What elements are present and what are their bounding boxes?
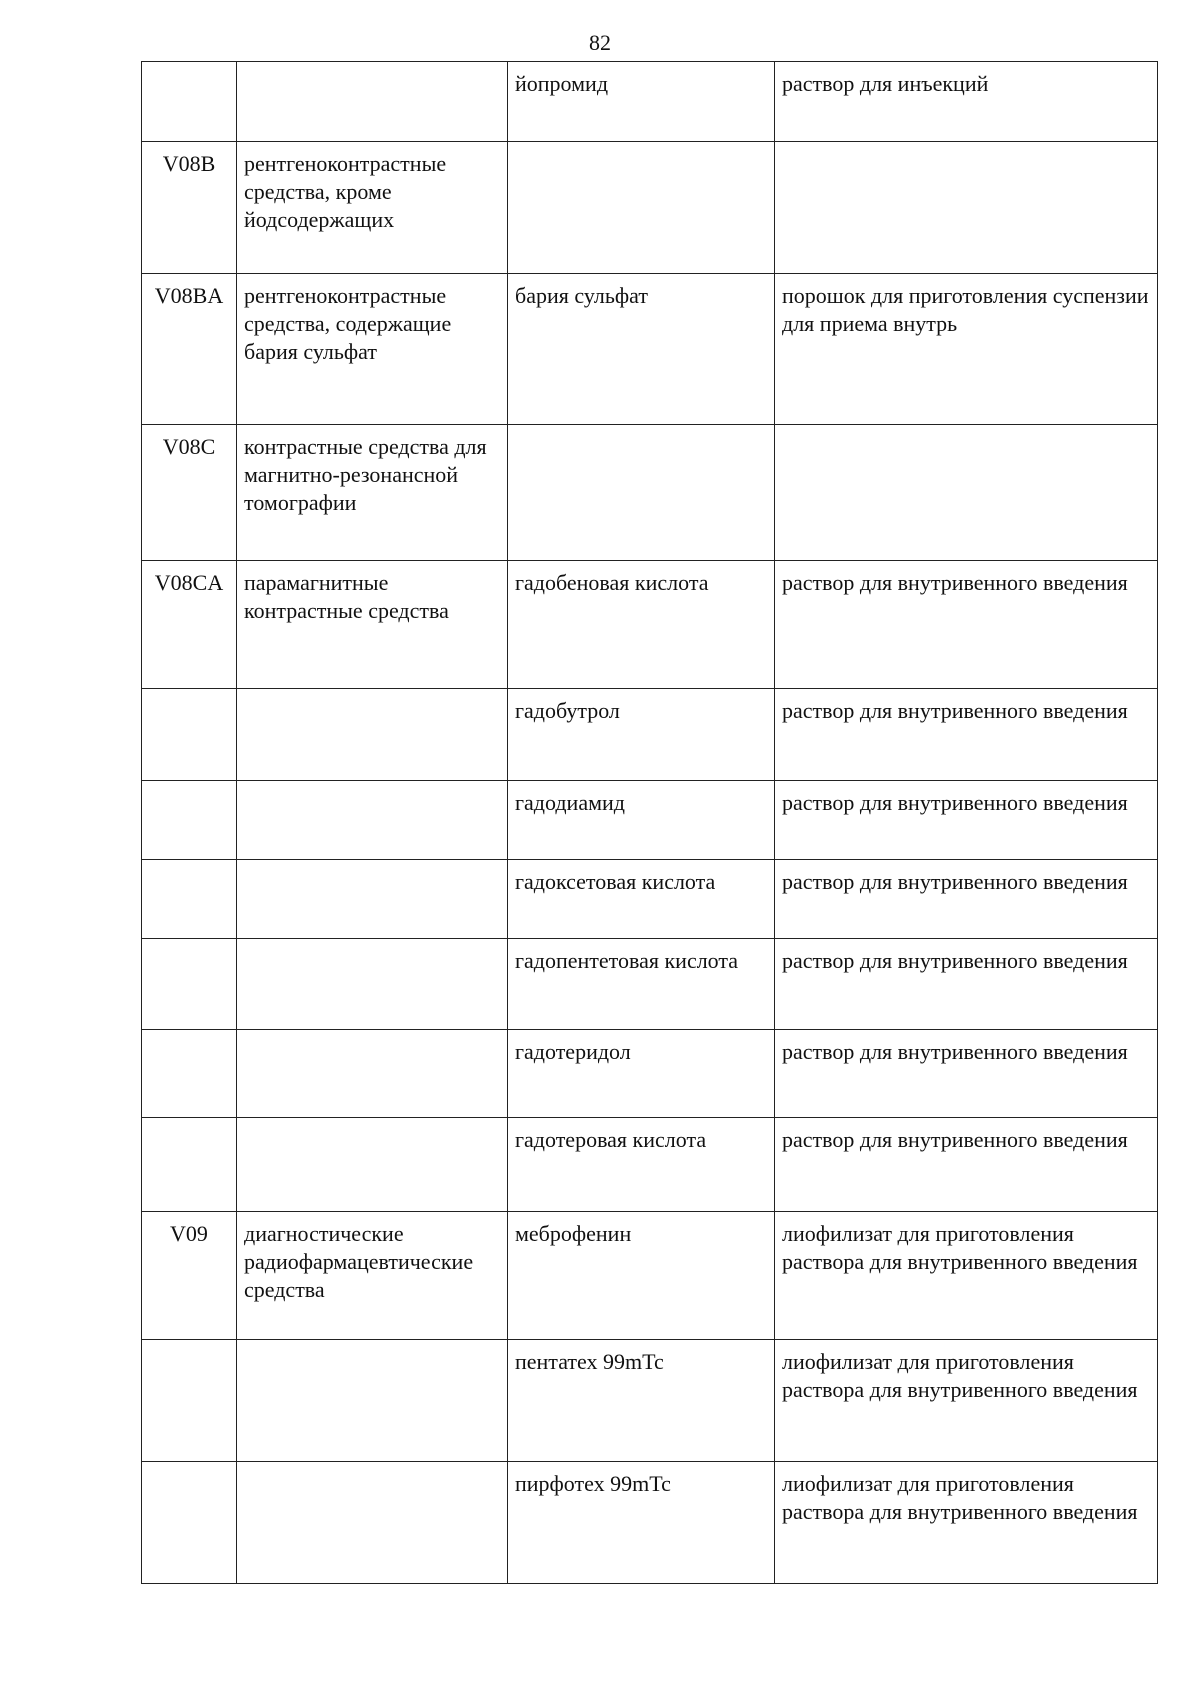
atc-code	[142, 1462, 237, 1584]
pharmacological-group	[237, 689, 508, 781]
table-row	[142, 425, 1158, 561]
dosage-form: раствор для внутривенного введения	[775, 860, 1158, 939]
pharmacological-group	[237, 939, 508, 1030]
substance-name: гадотеридол	[508, 1030, 775, 1118]
dosage-form: раствор для внутривенного введения	[775, 1030, 1158, 1118]
table-row	[142, 1118, 1158, 1212]
pharmacological-group	[237, 1340, 508, 1462]
substance-name: гадоксетовая кислота	[508, 860, 775, 939]
substance-name: бария сульфат	[508, 274, 775, 425]
atc-code	[142, 689, 237, 781]
substance-name: гадобеновая кислота	[508, 561, 775, 689]
dosage-form: раствор для внутривенного введения	[775, 939, 1158, 1030]
table-row	[142, 1030, 1158, 1118]
dosage-form: лиофилизат для приготовления раствора для внутривенного введения	[775, 1462, 1158, 1584]
atc-code	[142, 1340, 237, 1462]
table-row	[142, 939, 1158, 1030]
pharmacological-group	[237, 1462, 508, 1584]
atc-code: V08CA	[142, 561, 237, 689]
table-row	[142, 689, 1158, 781]
dosage-form: лиофилизат для приготовления раствора для внутривенного введения	[775, 1212, 1158, 1340]
pharmacological-group: контрастные средства для магнитно-резонансной томографии	[237, 425, 508, 561]
atc-code	[142, 781, 237, 860]
substance-name: гадодиамид	[508, 781, 775, 860]
atc-code	[142, 939, 237, 1030]
substance-name	[508, 425, 775, 561]
atc-code: V08BA	[142, 274, 237, 425]
substance-name	[508, 142, 775, 274]
table-row	[142, 561, 1158, 689]
table-row	[142, 274, 1158, 425]
pharmacological-group	[237, 62, 508, 142]
table-row	[142, 1340, 1158, 1462]
dosage-form: раствор для внутривенного введения	[775, 561, 1158, 689]
dosage-form: раствор для внутривенного введения	[775, 689, 1158, 781]
pharmacological-group	[237, 1030, 508, 1118]
atc-code	[142, 62, 237, 142]
pharmacological-group: диагностические радиофармацевтические средства	[237, 1212, 508, 1340]
dosage-form	[775, 142, 1158, 274]
atc-code: V09	[142, 1212, 237, 1340]
pharmacological-group	[237, 781, 508, 860]
atc-code: V08C	[142, 425, 237, 561]
dosage-form: раствор для внутривенного введения	[775, 781, 1158, 860]
dosage-form: раствор для инъекций	[775, 62, 1158, 142]
dosage-form: лиофилизат для приготовления раствора для внутривенного введения	[775, 1340, 1158, 1462]
dosage-form: раствор для внутривенного введения	[775, 1118, 1158, 1212]
atc-code	[142, 1118, 237, 1212]
page-number: 82	[589, 30, 611, 55]
pharmacological-group	[237, 860, 508, 939]
substance-name: пирфотех 99mTc	[508, 1462, 775, 1584]
substance-name: пентатех 99mTc	[508, 1340, 775, 1462]
substance-name: гадопентетовая кислота	[508, 939, 775, 1030]
substance-name: гадобутрол	[508, 689, 775, 781]
pharmacological-group: рентгеноконтрастные средства, содержащие бария сульфат	[237, 274, 508, 425]
dosage-form	[775, 425, 1158, 561]
pharmacological-group: рентгеноконтрастные средства, кроме йодсодержащих	[237, 142, 508, 274]
table-row	[142, 1212, 1158, 1340]
table-row	[142, 860, 1158, 939]
substance-name: йопромид	[508, 62, 775, 142]
substance-name: гадотеровая кислота	[508, 1118, 775, 1212]
atc-code	[142, 860, 237, 939]
drug-table	[141, 61, 1158, 1584]
atc-code	[142, 1030, 237, 1118]
dosage-form: порошок для приготовления суспензии для приема внутрь	[775, 274, 1158, 425]
table-row	[142, 62, 1158, 142]
pharmacological-group: парамагнитные контрастные средства	[237, 561, 508, 689]
atc-code: V08B	[142, 142, 237, 274]
table-row	[142, 781, 1158, 860]
substance-name: меброфенин	[508, 1212, 775, 1340]
pharmacological-group	[237, 1118, 508, 1212]
table-row	[142, 1462, 1158, 1584]
table-row	[142, 142, 1158, 274]
